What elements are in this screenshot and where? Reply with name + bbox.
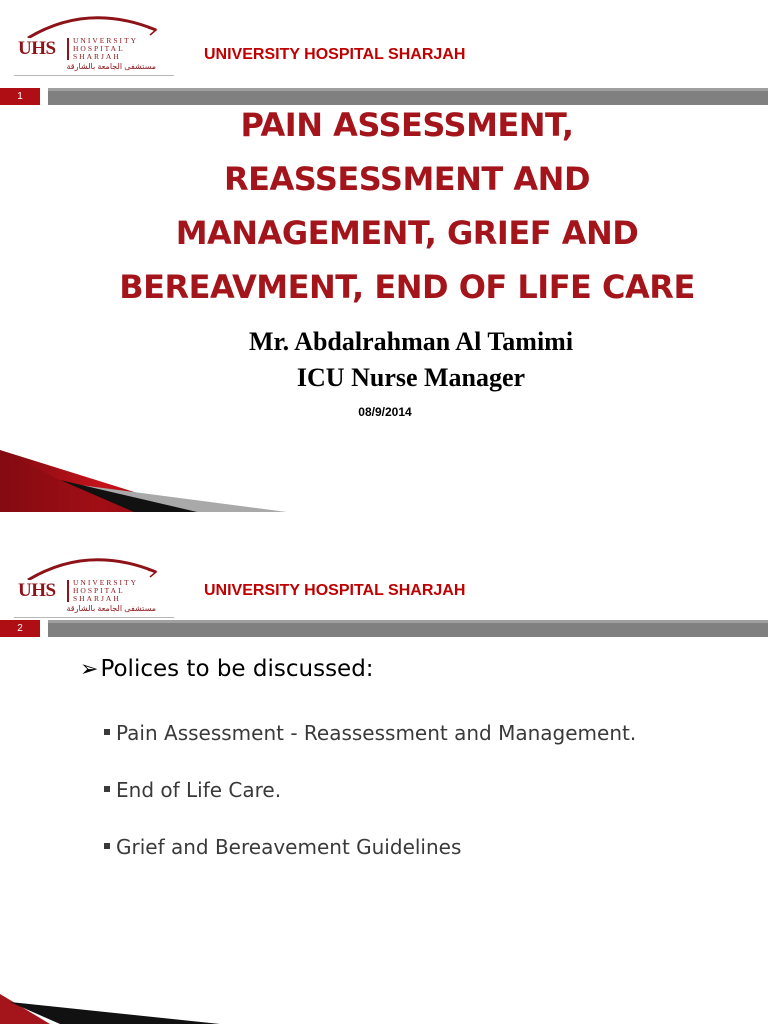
square-bullet-icon xyxy=(104,786,110,792)
presenter-block xyxy=(0,324,768,396)
logo-name-line: SHARJAH xyxy=(73,594,121,603)
logo-arc-icon xyxy=(8,550,174,580)
slide-number: 1 xyxy=(0,88,40,105)
list-item xyxy=(104,832,636,889)
title-line: BEREAVMENT, END OF LIFE CARE xyxy=(119,268,695,306)
title-line: PAIN ASSESSMENT, xyxy=(240,106,574,144)
list-item-text: Pain Assessment - Reassessment and Management. xyxy=(116,721,637,745)
slide-number: 2 xyxy=(0,620,40,637)
logo-name-line: HOSPITAL xyxy=(73,586,125,595)
slide-2 xyxy=(0,532,768,1024)
logo-arabic-text: مستشفى الجامعة بالشارقة xyxy=(66,62,156,71)
square-bullet-icon xyxy=(104,729,110,735)
grey-bar xyxy=(48,620,768,637)
logo-name xyxy=(73,37,173,61)
presenter-name: Mr. Abdalrahman Al Tamimi xyxy=(248,327,574,356)
presentation-date: 08/9/2014 xyxy=(358,405,412,419)
logo-underline xyxy=(14,617,174,618)
list-item xyxy=(104,718,636,775)
uhs-logo xyxy=(8,8,174,80)
decorative-swoosh xyxy=(0,994,768,1024)
logo-name-line: UNIVERSITY xyxy=(73,36,138,45)
list-item-text: End of Life Care. xyxy=(116,778,282,802)
logo-divider xyxy=(67,38,69,60)
list-item xyxy=(104,775,636,832)
logo-name xyxy=(73,579,173,603)
slide-title xyxy=(100,98,714,314)
logo-name-line: SHARJAH xyxy=(73,52,121,61)
logo-name-line: UNIVERSITY xyxy=(73,578,138,587)
list-item-text: Grief and Bereavement Guidelines xyxy=(116,835,462,859)
logo-arc-icon xyxy=(8,8,174,38)
slide-number-bar xyxy=(0,620,768,637)
section-heading xyxy=(80,656,374,682)
logo-underline xyxy=(14,75,174,76)
title-line: REASSESSMENT AND xyxy=(224,160,590,198)
hospital-name: UNIVERSITY HOSPITAL SHARJAH xyxy=(204,46,466,63)
presenter-role: ICU Nurse Manager xyxy=(296,363,526,392)
uhs-logo xyxy=(8,550,174,622)
square-bullet-icon xyxy=(104,843,110,849)
logo-arabic-text: مستشفى الجامعة بالشارقة xyxy=(66,604,156,613)
decorative-swoosh xyxy=(0,440,768,512)
logo-divider xyxy=(67,580,69,602)
logo-name-line: HOSPITAL xyxy=(73,44,125,53)
heading-text: Polices to be discussed: xyxy=(100,656,374,682)
logo-uhs-text: UHS xyxy=(18,38,56,59)
policy-list xyxy=(104,718,636,889)
title-line: MANAGEMENT, GRIEF AND xyxy=(175,214,639,252)
logo-uhs-text: UHS xyxy=(18,580,56,601)
arrow-bullet-icon: ➢ xyxy=(80,657,99,682)
hospital-name: UNIVERSITY HOSPITAL SHARJAH xyxy=(204,582,466,599)
